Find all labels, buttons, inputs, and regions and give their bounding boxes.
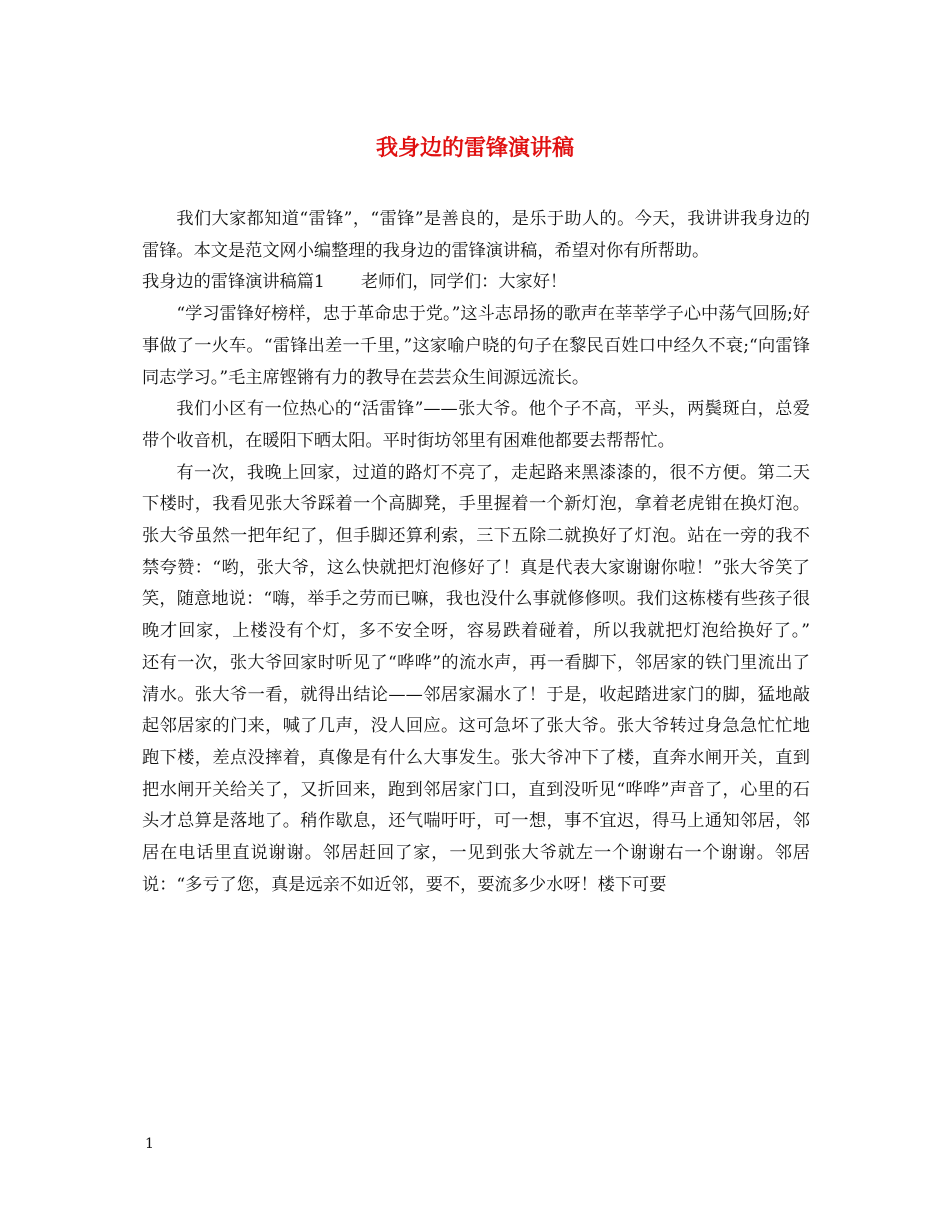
paragraph-heading-line xyxy=(142,267,810,299)
document-body xyxy=(142,204,828,901)
greeting-text: 老师们，同学们：大家好！ xyxy=(360,272,568,293)
page-number: 1 xyxy=(145,1136,154,1152)
paragraph-intro: 我们大家都知道“雷锋”，“雷锋”是善良的，是乐于助人的。今天，我讲讲我身边的雷锋。本文是范文网小编整理的我身边的雷锋演讲稿，希望对你有所帮助。 xyxy=(142,209,810,261)
paragraph-song: “学习雷锋好榜样，忠于革命忠于党。”这斗志昂扬的歌声在莘莘学子心中荡气回肠;好事做了一火车。“雷锋出差一千里，”这家喻户晓的句子在黎民百姓口中经久不衰;“向雷锋同志学习。”毛主席铿锵有力的教导在芸芸众生间源远流长。 xyxy=(142,304,810,388)
paragraph-stories: 有一次，我晚上回家，过道的路灯不亮了，走起路来黑漆漆的，很不方便。第二天下楼时，我看见张大爷踩着一个高脚凳，手里握着一个新灯泡，拿着老虎钳在换灯泡。张大爷虽然一把年纪了，但手脚还算利索，三下五除二就换好了灯泡。站在一旁的我不禁夸赞：“哟，张大爷，这么快就把灯泡修好了！真是代表大家谢谢你啦！”张大爷笑了笑，随意地说：“嗨，举手之劳而已嘛，我也没什么事就修修呗。我们这栋楼有些孩子很晚才回家，上楼没有个灯，多不安全呀，容易跌着碰着，所以我就把灯泡给换好了。” 还有一次，张大爷回家时听见了“哗哗”的流水声，再一看脚下，邻居家的铁门里流出了清水。张大爷一看，就得出结论——邻居家漏水了！于是，收起踏进家门的脚，猛地敲起邻居家的门来，喊了几声，没人回应。这可急坏了张大爷。张大爷转过身急急忙忙地跑下楼，差点没摔着，真像是有什么大事发生。张大爷冲下了楼，直奔水闸开关，直到把水闸开关给关了，又折回来，跑到邻居家门口，直到没听见“哗哗”声音了，心里的石头才总算是落地了。稍作歇息，还气喘吁吁，可一想，事不宜迟，得马上通知邻居，邻居在电话里直说谢谢。邻居赶回了家，一见到张大爷就左一个谢谢右一个谢谢。邻居说：“多亏了您，真是远亲不如近邻，要不，要流多少水呀！楼下可要 xyxy=(142,462,828,895)
section-heading: 我身边的雷锋演讲稿篇1 xyxy=(142,272,325,293)
document-title: 我身边的雷锋演讲稿 xyxy=(375,135,574,161)
paragraph-neighbor: 我们小区有一位热心的“活雷锋”——张大爷。他个子不高，平头，两鬓斑白，总爱带个收音机，在暖阳下晒太阳。平时街坊邻里有困难他都要去帮帮忙。 xyxy=(142,399,810,451)
